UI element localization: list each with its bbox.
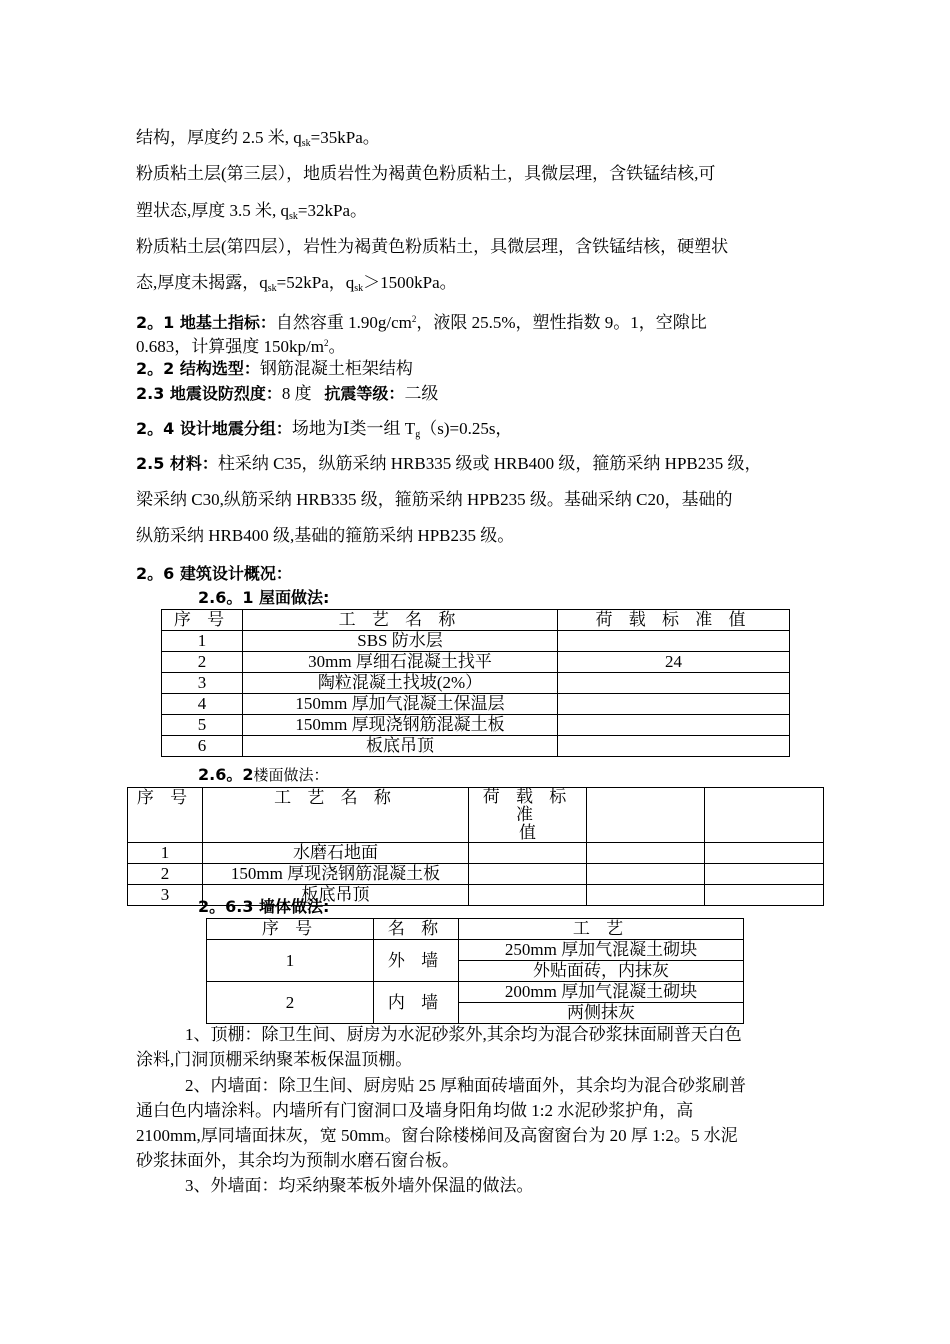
wall-table <box>206 918 744 1024</box>
cell-no: 2 <box>128 864 203 885</box>
cell-process: 陶粒混凝土找坡(2%） <box>243 673 558 694</box>
cell-load <box>558 673 790 694</box>
empty-header-cell <box>587 788 705 843</box>
cell-no: 3 <box>128 885 203 906</box>
note-3: 3、外墙面：均采纳聚苯板外墙外保温的做法。 <box>185 1176 534 1195</box>
col-header-load-line1: 荷 载 标 准 <box>482 787 573 824</box>
section-2-5-line3: 纵筋采纳 HRB400 级,基础的箍筋采纳 HPB235 级。 <box>136 526 515 545</box>
table-row <box>207 982 744 1003</box>
empty-header-cell <box>705 788 824 843</box>
cell-no: 2 <box>162 652 243 673</box>
cell-process: SBS 防水层 <box>243 631 558 652</box>
soil-layer-2-end: 结构，厚度约 2.5 米, $q_{sk}=35kPa$。 <box>136 128 380 149</box>
soil-layer-4-line2: 态,厚度未揭露，$q_{sk}=52kPa$，$q_{sk}>1500kPa$。 <box>136 273 457 294</box>
cell-process: 板底吊顶 <box>243 736 558 757</box>
col-header-name: 名 称 <box>374 919 459 940</box>
cell-load <box>558 694 790 715</box>
col-header-process: 工 艺 <box>459 919 744 940</box>
section-2-6-heading: 2。6 建筑设计概况： <box>136 564 292 583</box>
cell-no: 1 <box>128 843 203 864</box>
section-2-1: 2。1 地基土指标：自然容重 $1.90g/cm^2$，液限 25.5%，塑性指数 9。1，空隙比 <box>136 313 707 332</box>
note-1-line1: 1、顶棚：除卫生间、厨房为水泥砂浆外,其余均为混合砂浆抹面刷普天白色 <box>185 1025 742 1044</box>
cell-process: 水磨石地面 <box>203 843 469 864</box>
cell-name: 外 墙 <box>374 940 459 982</box>
table-row <box>162 736 790 757</box>
table-row <box>128 864 824 885</box>
table-row <box>162 652 790 673</box>
empty-cell <box>705 864 824 885</box>
cell-process: 200mm 厚加气混凝土砌块 <box>459 982 744 1003</box>
note-2-line4: 砂浆抹面外，其余均为预制水磨石窗台板。 <box>136 1151 459 1170</box>
col-header-load <box>469 788 587 843</box>
section-2-1-line2: 0.683，计算强度 $150kp/m^2$。 <box>136 337 346 356</box>
table-row <box>162 694 790 715</box>
cell-no: 6 <box>162 736 243 757</box>
section-2-4: 2。4 设计地震分组：场地为Ⅰ类一组 $T_g(s)=0.25s$， <box>136 419 513 440</box>
note-2-line1: 2、内墙面：除卫生间、厨房贴 25 厚釉面砖墙面外，其余均为混合砂浆刷普 <box>185 1076 746 1095</box>
col-header-load: 荷 载 标 准 值 <box>558 610 790 631</box>
col-header-no: 序 号 <box>162 610 243 631</box>
cell-process: 板底吊顶 <box>203 885 469 906</box>
table-row <box>162 715 790 736</box>
note-2-line3: 2100mm,厚同墙面抹灰，宽 50mm。窗台除楼梯间及高窗窗台为 20 厚 1:2。5 水泥 <box>136 1126 738 1145</box>
cell-no: 5 <box>162 715 243 736</box>
empty-cell <box>705 843 824 864</box>
cell-load <box>558 631 790 652</box>
table-header-row <box>128 788 824 843</box>
section-2-5-line2: 梁采纳 C30,纵筋采纳 HRB335 级，箍筋采纳 HPB235 级。基础采纳 C20，基础的 <box>136 490 733 509</box>
cell-process: 250mm 厚加气混凝土砌块 <box>459 940 744 961</box>
col-header-no: 序 号 <box>128 788 203 843</box>
section-2-5-line1: 2.5 材料：柱采纳 C35，纵筋采纳 HRB335 级或 HRB400 级，箍筋采纳 HPB235 级， <box>136 454 762 473</box>
cell-process: 外贴面砖，内抹灰 <box>459 961 744 982</box>
cell-no: 2 <box>207 982 374 1024</box>
soil-layer-3-line2: 塑状态,厚度 3.5 米, $q_{sk}=32kPa$。 <box>136 201 367 222</box>
section-2-3: 2.3 地震设防烈度：8 度 抗震等级：二级 <box>136 384 439 403</box>
table-row <box>162 631 790 652</box>
floor-table <box>127 787 824 906</box>
col-header-load-line2: 值 <box>519 823 536 842</box>
table-row <box>207 940 744 961</box>
cell-no: 4 <box>162 694 243 715</box>
cell-process: 150mm 厚现浇钢筋混凝土板 <box>243 715 558 736</box>
cell-process: 30mm 厚细石混凝土找平 <box>243 652 558 673</box>
table-row <box>128 843 824 864</box>
table-header-row <box>162 610 790 631</box>
cell-no: 3 <box>162 673 243 694</box>
empty-cell <box>587 864 705 885</box>
section-2-6-1-heading: 2.6。1 屋面做法: <box>198 588 330 607</box>
note-2-line2: 通白色内墙涂料。内墙所有门窗洞口及墙身阳角均做 1:2 水泥砂浆护角，高 <box>136 1101 694 1120</box>
empty-cell <box>587 885 705 906</box>
cell-load <box>558 715 790 736</box>
note-1-line2: 涂料,门洞顶棚采纳聚苯板保温顶棚。 <box>136 1050 413 1069</box>
empty-cell <box>587 843 705 864</box>
empty-cell <box>469 864 587 885</box>
cell-no: 1 <box>162 631 243 652</box>
empty-cell <box>469 885 587 906</box>
cell-name: 内 墙 <box>374 982 459 1024</box>
soil-layer-4-line1: 粉质粘土层(第四层），岩性为褐黄色粉质粘土，具微层理，含铁锰结核，硬塑状 <box>136 237 729 256</box>
col-header-no: 序 号 <box>207 919 374 940</box>
cell-process: 150mm 厚加气混凝土保温层 <box>243 694 558 715</box>
cell-load: 24 <box>558 652 790 673</box>
empty-cell <box>705 885 824 906</box>
cell-process: 150mm 厚现浇钢筋混凝土板 <box>203 864 469 885</box>
cell-load <box>558 736 790 757</box>
table-header-row <box>207 919 744 940</box>
section-2-6-2-heading: 2.6。2楼面做法： <box>198 765 329 784</box>
section-2-6-3-heading: 2。6.3 墙体做法: <box>198 897 330 916</box>
col-header-process: 工 艺 名 称 <box>203 788 469 843</box>
section-2-2: 2。2 结构选型：钢筋混凝土柜架结构 <box>136 359 413 378</box>
col-header-process: 工 艺 名 称 <box>243 610 558 631</box>
cell-process: 两侧抹灰 <box>459 1003 744 1024</box>
soil-layer-3-line1: 粉质粘土层(第三层），地质岩性为褐黄色粉质粘土，具微层理，含铁锰结核,可 <box>136 164 716 183</box>
table-row <box>162 673 790 694</box>
roof-table <box>161 609 790 757</box>
empty-cell <box>469 843 587 864</box>
cell-no: 1 <box>207 940 374 982</box>
